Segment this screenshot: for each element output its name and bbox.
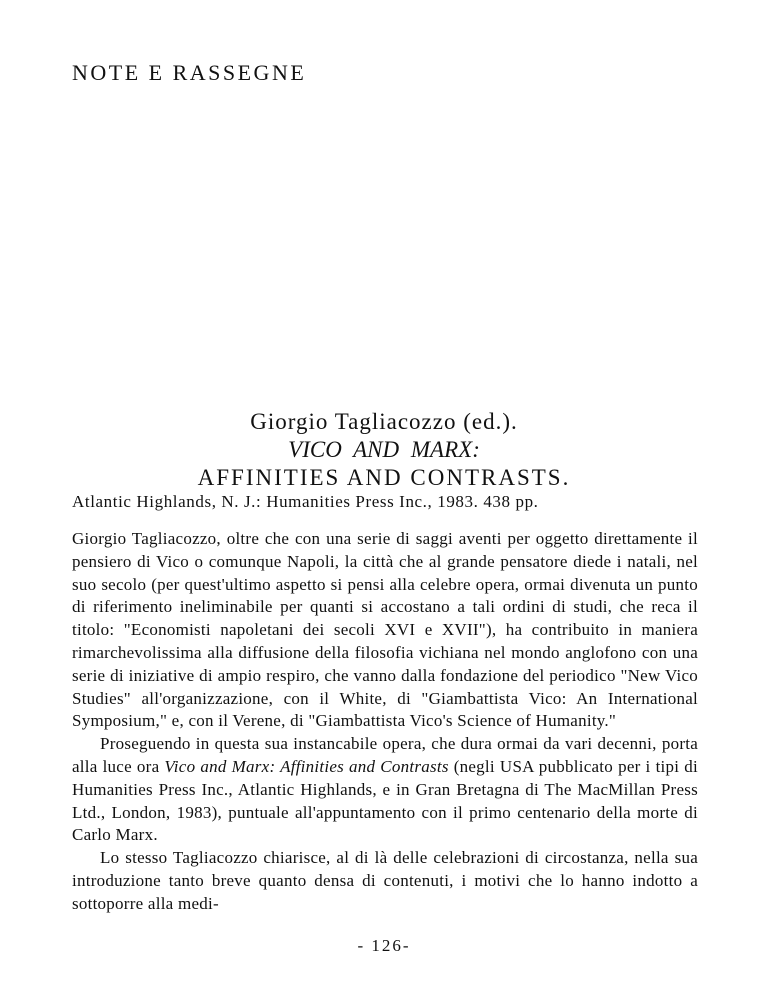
review-author: Giorgio Tagliacozzo (ed.). — [250, 409, 518, 434]
review-book-title: VICO AND MARX: — [288, 437, 480, 462]
review-book-subtitle: AFFINITIES AND CONTRASTS. — [197, 465, 571, 490]
paragraph-3: Lo stesso Tagliacozzo chiarisce, al di là delle celebrazioni di circostanza, nella sua introduzione tanto breve quanto densa di contenuti, i motivi che lo hanno indotto a sottoporre alla medi- — [72, 848, 698, 913]
section-heading: NOTE E RASSEGNE — [72, 60, 307, 85]
paragraph-2-start: Proseguendo in questa sua instancabile opera, che dura ormai da vari decenni, porta alla luce ora — [72, 734, 698, 776]
page-number: - 126- — [357, 936, 411, 955]
review-body — [72, 528, 698, 916]
paragraph-2-end: (negli USA pubblicato per i tipi di Humanities Press Inc., Atlantic Highlands, e in Gran Bretagna di The MacMillan Press Ltd., London, 1983), puntuale all'appuntamento con il primo centenario della morte di Carlo Marx. — [72, 756, 698, 845]
paragraph-2 — [72, 733, 698, 847]
paragraph-2-book-title: Vico and Marx: Affinities and Contrasts — [164, 756, 449, 776]
review-title-block — [96, 408, 672, 492]
publication-info: Atlantic Highlands, N. J.: Humanities Press Inc., 1983. 438 pp. — [72, 492, 539, 511]
paragraph-1: Giorgio Tagliacozzo, oltre che con una serie di saggi aventi per oggetto direttamente il pensiero di Vico o comunque Napoli, la città che al grande pensatore diede i natali, nel suo secolo (per quest'ultimo aspetto si pensi alla celebre opera, ormai divenuta un punto di riferimento ineliminabile per quanti si accostano a tali ordini di studi, che reca il titolo: "Economisti napoletani dei secoli XVI e XVII"), ha contribuito in maniera rimarchevolissima alla diffusione della filosofia vichiana nel mondo anglofono con una serie di iniziative di ampio respiro, che vanno dalla fondazione del periodico "New Vico Studies" all'organizzazione, con il White, di "Giambattista Vico: An International Symposium," e, con il Verene, di "Giambattista Vico's Science of Humanity." — [72, 529, 698, 731]
